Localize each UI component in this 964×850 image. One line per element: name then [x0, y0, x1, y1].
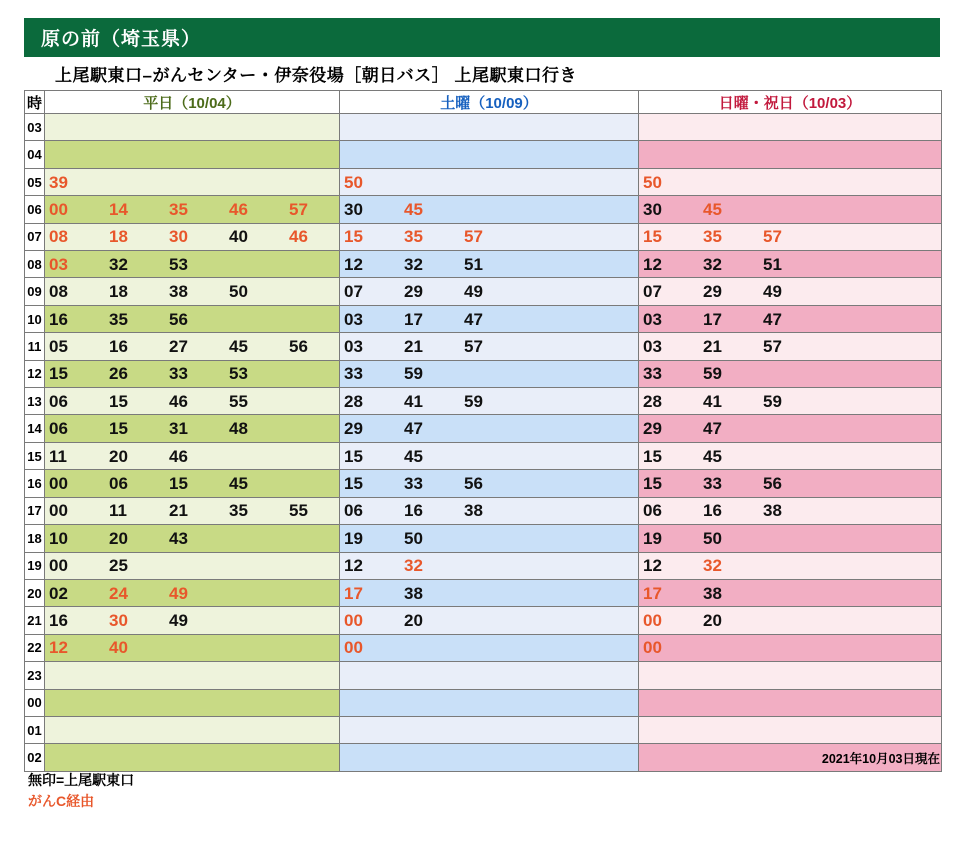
departure-time: 29 [344, 419, 363, 439]
departure-time: 03 [344, 336, 363, 356]
saturday-times-cell [340, 361, 639, 387]
departure-time: 45 [229, 473, 248, 493]
weekday-times-cell [45, 361, 340, 387]
departure-time: 16 [109, 336, 128, 356]
departure-time: 50 [703, 528, 722, 548]
departure-time: 51 [763, 254, 782, 274]
departure-time: 11 [109, 501, 127, 521]
departure-time-via-ganc: 39 [49, 172, 68, 192]
departure-time-via-ganc: 49 [169, 583, 188, 603]
departure-time: 07 [643, 282, 662, 302]
departure-time: 15 [169, 473, 188, 493]
table-row [25, 469, 941, 496]
departure-time-via-ganc: 12 [49, 638, 68, 658]
weekday-times-cell [45, 224, 340, 250]
weekday-times-cell [45, 443, 340, 469]
sunday-times-cell [639, 580, 941, 606]
departure-time: 35 [229, 501, 248, 521]
departure-time-via-ganc: 40 [109, 638, 128, 658]
sunday-times-cell [639, 690, 941, 716]
departure-time: 57 [464, 336, 483, 356]
hour-label: 02 [25, 744, 45, 770]
departure-time: 47 [464, 309, 483, 329]
hour-label: 11 [25, 333, 45, 359]
departure-time: 20 [109, 528, 128, 548]
departure-time-via-ganc: 15 [344, 227, 363, 247]
weekday-times-cell [45, 525, 340, 551]
departure-time: 17 [703, 309, 722, 329]
departure-time-via-ganc: 35 [169, 199, 188, 219]
timetable-header-row [25, 91, 941, 113]
table-row [25, 305, 941, 332]
departure-time: 20 [703, 611, 722, 631]
weekday-times-cell [45, 306, 340, 332]
sunday-times-cell [639, 443, 941, 469]
departure-time: 38 [404, 583, 423, 603]
departure-time: 49 [169, 611, 188, 631]
sunday-times-cell [639, 361, 941, 387]
saturday-times-cell [340, 306, 639, 332]
table-row [25, 277, 941, 304]
table-row [25, 661, 941, 688]
departure-time-via-ganc: 32 [703, 556, 722, 576]
departure-time-via-ganc: 45 [703, 199, 722, 219]
departure-time-via-ganc: 46 [289, 227, 308, 247]
table-row [25, 140, 941, 167]
sunday-times-cell [639, 525, 941, 551]
departure-time: 47 [703, 419, 722, 439]
sunday-times-cell [639, 196, 941, 222]
departure-time: 56 [464, 473, 483, 493]
station-header-bar [24, 18, 940, 57]
hour-label: 14 [25, 415, 45, 441]
station-title: 原の前（埼玉県） [41, 29, 202, 50]
departure-time: 00 [49, 556, 68, 576]
departure-time-via-ganc: 00 [344, 638, 363, 658]
sunday-times-cell [639, 607, 941, 633]
departure-time: 31 [169, 419, 188, 439]
departure-time: 50 [229, 282, 248, 302]
hour-label: 08 [25, 251, 45, 277]
departure-time: 27 [169, 336, 188, 356]
departure-time: 47 [763, 309, 782, 329]
hour-label: 10 [25, 306, 45, 332]
legend-plain-destination: 無印=上尾駅東口 [28, 772, 135, 788]
departure-time: 03 [643, 309, 662, 329]
table-row [25, 634, 941, 661]
hour-label: 18 [25, 525, 45, 551]
departure-time: 33 [404, 473, 423, 493]
departure-time: 45 [703, 446, 722, 466]
saturday-times-cell [340, 607, 639, 633]
weekday-column-header: 平日（10/04） [45, 91, 340, 113]
departure-time-via-ganc: 45 [404, 199, 423, 219]
table-row [25, 168, 941, 195]
departure-time: 45 [404, 446, 423, 466]
departure-time-via-ganc: 35 [703, 227, 722, 247]
table-row [25, 195, 941, 222]
route-title: 上尾駅東口–がんセンター・伊奈役場［朝日バス］ 上尾駅東口行き [55, 66, 577, 85]
hour-label: 15 [25, 443, 45, 469]
saturday-times-cell [340, 388, 639, 414]
weekday-times-cell [45, 553, 340, 579]
weekday-times-cell [45, 196, 340, 222]
departure-time: 59 [404, 364, 423, 384]
departure-time: 33 [169, 364, 188, 384]
departure-time: 16 [49, 611, 68, 631]
departure-time-via-ganc: 14 [109, 199, 128, 219]
departure-time: 15 [643, 473, 662, 493]
table-row [25, 250, 941, 277]
weekday-times-cell [45, 470, 340, 496]
hour-label: 09 [25, 278, 45, 304]
sunday-times-cell [639, 635, 941, 661]
departure-time: 06 [49, 419, 68, 439]
departure-time: 30 [643, 199, 662, 219]
departure-time: 49 [763, 282, 782, 302]
departure-time-via-ganc: 17 [643, 583, 662, 603]
table-row [25, 387, 941, 414]
table-row [25, 497, 941, 524]
departure-time: 12 [344, 254, 363, 274]
saturday-times-cell [340, 333, 639, 359]
sunday-times-cell [639, 415, 941, 441]
sunday-times-cell [639, 224, 941, 250]
departure-time: 56 [289, 336, 308, 356]
departure-time: 43 [169, 528, 188, 548]
departure-time: 06 [643, 501, 662, 521]
table-row [25, 223, 941, 250]
legend [28, 770, 134, 812]
sunday-times-cell [639, 333, 941, 359]
departure-time: 02 [49, 583, 68, 603]
saturday-times-cell [340, 114, 639, 140]
sunday-times-cell [639, 470, 941, 496]
weekday-times-cell [45, 388, 340, 414]
departure-time-via-ganc: 32 [404, 556, 423, 576]
departure-time: 21 [703, 336, 722, 356]
departure-time: 03 [643, 336, 662, 356]
saturday-times-cell [340, 278, 639, 304]
saturday-times-cell [340, 662, 639, 688]
departure-time-via-ganc: 57 [464, 227, 483, 247]
hour-column-header: 時 [25, 91, 45, 113]
departure-time-via-ganc: 50 [344, 172, 363, 192]
hour-label: 03 [25, 114, 45, 140]
hour-label: 06 [25, 196, 45, 222]
saturday-times-cell [340, 525, 639, 551]
departure-time: 45 [229, 336, 248, 356]
weekday-times-cell [45, 415, 340, 441]
departure-time-via-ganc: 00 [643, 611, 662, 631]
departure-time: 33 [643, 364, 662, 384]
hour-label: 23 [25, 662, 45, 688]
timetable-body [25, 113, 941, 771]
saturday-times-cell [340, 553, 639, 579]
departure-time: 08 [49, 282, 68, 302]
weekday-times-cell [45, 498, 340, 524]
sunday-times-cell [639, 141, 941, 167]
departure-time-via-ganc: 00 [49, 199, 68, 219]
departure-time: 29 [404, 282, 423, 302]
departure-time: 26 [109, 364, 128, 384]
departure-time: 59 [703, 364, 722, 384]
saturday-times-cell [340, 580, 639, 606]
departure-time: 48 [229, 419, 248, 439]
departure-time: 41 [404, 391, 423, 411]
table-row [25, 552, 941, 579]
sunday-times-cell [639, 717, 941, 743]
timetable [24, 90, 942, 772]
departure-time: 46 [169, 391, 188, 411]
departure-time: 00 [49, 473, 68, 493]
departure-time: 41 [703, 391, 722, 411]
departure-time: 38 [763, 501, 782, 521]
hour-label: 12 [25, 361, 45, 387]
weekday-times-cell [45, 580, 340, 606]
departure-time-via-ganc: 30 [169, 227, 188, 247]
saturday-times-cell [340, 169, 639, 195]
departure-time: 12 [643, 254, 662, 274]
departure-time-via-ganc: 03 [49, 254, 68, 274]
saturday-times-cell [340, 470, 639, 496]
hour-label: 07 [25, 224, 45, 250]
sunday-times-cell [639, 114, 941, 140]
hour-label: 13 [25, 388, 45, 414]
table-row [25, 113, 941, 140]
saturday-times-cell [340, 744, 639, 770]
departure-time: 30 [344, 199, 363, 219]
departure-time: 17 [404, 309, 423, 329]
sunday-times-cell [639, 306, 941, 332]
departure-time-via-ganc: 08 [49, 227, 68, 247]
table-row [25, 332, 941, 359]
departure-time: 19 [643, 528, 662, 548]
departure-time: 28 [344, 391, 363, 411]
table-row [25, 606, 941, 633]
departure-time: 07 [344, 282, 363, 302]
saturday-times-cell [340, 690, 639, 716]
departure-time: 25 [109, 556, 128, 576]
hour-label: 17 [25, 498, 45, 524]
departure-time-via-ganc: 30 [109, 611, 128, 631]
weekday-times-cell [45, 169, 340, 195]
departure-time: 18 [109, 282, 128, 302]
table-row [25, 716, 941, 743]
departure-time: 15 [344, 446, 363, 466]
departure-time-via-ganc: 15 [643, 227, 662, 247]
departure-time: 40 [229, 227, 248, 247]
departure-time-via-ganc: 57 [763, 227, 782, 247]
weekday-times-cell [45, 690, 340, 716]
sunday-times-cell [639, 278, 941, 304]
saturday-times-cell [340, 251, 639, 277]
departure-time: 57 [763, 336, 782, 356]
sunday-times-cell [639, 388, 941, 414]
weekday-times-cell [45, 717, 340, 743]
departure-time: 33 [344, 364, 363, 384]
legend-via-ganc: がんC経由 [28, 793, 95, 809]
hour-label: 05 [25, 169, 45, 195]
departure-time-via-ganc: 35 [404, 227, 423, 247]
saturday-times-cell [340, 717, 639, 743]
departure-time: 59 [763, 391, 782, 411]
hour-label: 21 [25, 607, 45, 633]
table-row [25, 442, 941, 469]
departure-time: 11 [49, 446, 67, 466]
hour-label: 01 [25, 717, 45, 743]
saturday-times-cell [340, 141, 639, 167]
departure-time: 33 [703, 473, 722, 493]
departure-time: 15 [643, 446, 662, 466]
table-row [25, 414, 941, 441]
sunday-times-cell [639, 169, 941, 195]
weekday-times-cell [45, 333, 340, 359]
weekday-times-cell [45, 251, 340, 277]
departure-time: 15 [49, 364, 68, 384]
saturday-times-cell [340, 443, 639, 469]
departure-time: 21 [404, 336, 423, 356]
table-row [25, 524, 941, 551]
departure-time: 38 [464, 501, 483, 521]
departure-time: 46 [169, 446, 188, 466]
departure-time-via-ganc: 46 [229, 199, 248, 219]
sunday-times-cell [639, 498, 941, 524]
departure-time-via-ganc: 24 [109, 583, 128, 603]
table-row [25, 579, 941, 606]
departure-time: 50 [404, 528, 423, 548]
departure-time-via-ganc: 18 [109, 227, 128, 247]
departure-time: 32 [109, 254, 128, 274]
departure-time: 06 [109, 473, 128, 493]
departure-time: 38 [169, 282, 188, 302]
saturday-column-header: 土曜（10/09） [340, 91, 639, 113]
departure-time: 28 [643, 391, 662, 411]
departure-time: 21 [169, 501, 188, 521]
departure-time: 16 [404, 501, 423, 521]
departure-time: 53 [169, 254, 188, 274]
saturday-times-cell [340, 415, 639, 441]
weekday-times-cell [45, 607, 340, 633]
departure-time: 20 [109, 446, 128, 466]
hour-label: 22 [25, 635, 45, 661]
departure-time: 06 [49, 391, 68, 411]
departure-time: 51 [464, 254, 483, 274]
sunday-column-header: 日曜・祝日（10/03） [718, 94, 862, 112]
departure-time: 47 [404, 419, 423, 439]
saturday-times-cell [340, 224, 639, 250]
departure-time: 49 [464, 282, 483, 302]
departure-time: 06 [344, 501, 363, 521]
sunday-times-cell [639, 553, 941, 579]
departure-time: 16 [703, 501, 722, 521]
departure-time: 16 [49, 309, 68, 329]
departure-time: 15 [344, 473, 363, 493]
departure-time: 05 [49, 336, 68, 356]
departure-time: 20 [404, 611, 423, 631]
weekday-times-cell [45, 141, 340, 167]
table-row [25, 689, 941, 716]
hour-label: 16 [25, 470, 45, 496]
departure-time-via-ganc: 57 [289, 199, 308, 219]
hour-label: 04 [25, 141, 45, 167]
departure-time: 38 [703, 583, 722, 603]
hour-label: 00 [25, 690, 45, 716]
departure-time: 19 [344, 528, 363, 548]
departure-time: 53 [229, 364, 248, 384]
weekday-times-cell [45, 278, 340, 304]
weekday-times-cell [45, 744, 340, 770]
departure-time: 35 [109, 309, 128, 329]
saturday-times-cell [340, 498, 639, 524]
departure-time: 59 [464, 391, 483, 411]
departure-time: 32 [703, 254, 722, 274]
departure-time: 00 [49, 501, 68, 521]
hour-label: 19 [25, 553, 45, 579]
departure-time: 15 [109, 419, 128, 439]
departure-time: 12 [344, 556, 363, 576]
departure-time: 03 [344, 309, 363, 329]
as-of-date: 2021年10月03日現在 [821, 752, 940, 766]
hour-label: 20 [25, 580, 45, 606]
weekday-times-cell [45, 114, 340, 140]
weekday-times-cell [45, 662, 340, 688]
weekday-times-cell [45, 635, 340, 661]
departure-time-via-ganc: 00 [344, 611, 363, 631]
saturday-times-cell [340, 635, 639, 661]
departure-time-via-ganc: 00 [643, 638, 662, 658]
table-row [25, 360, 941, 387]
departure-time: 15 [109, 391, 128, 411]
departure-time: 55 [229, 391, 248, 411]
departure-time: 32 [404, 254, 423, 274]
departure-time: 55 [289, 501, 308, 521]
sunday-times-cell [639, 251, 941, 277]
departure-time: 56 [169, 309, 188, 329]
departure-time: 29 [703, 282, 722, 302]
departure-time-via-ganc: 50 [643, 172, 662, 192]
departure-time: 10 [49, 528, 68, 548]
saturday-times-cell [340, 196, 639, 222]
sunday-times-cell [639, 662, 941, 688]
table-row [25, 743, 941, 770]
departure-time: 12 [643, 556, 662, 576]
departure-time-via-ganc: 17 [344, 583, 363, 603]
departure-time: 29 [643, 419, 662, 439]
departure-time: 56 [763, 473, 782, 493]
